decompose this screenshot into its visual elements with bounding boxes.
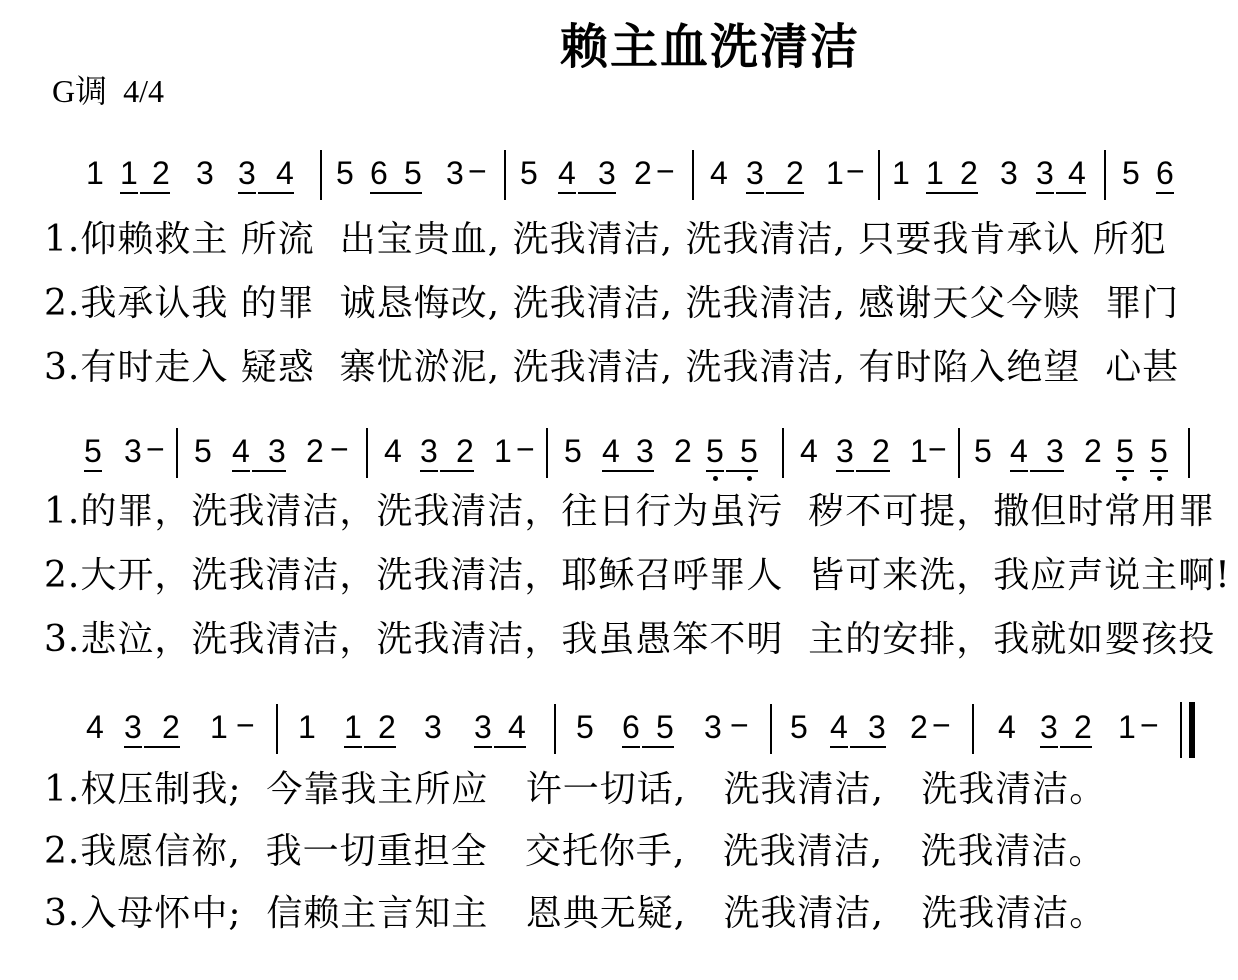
low-octave-dot	[747, 476, 752, 481]
barline	[176, 428, 178, 478]
note: 5	[576, 709, 594, 745]
note: 4	[710, 155, 728, 191]
note: 3	[578, 154, 616, 194]
notation-line-2	[0, 432, 1238, 484]
note: 2	[440, 432, 474, 472]
lyric-line-2-verse-2: 2.大开，洗我清洁，洗我清洁，耶稣召呼罪人 皆可来洗，我应声说主啊!	[44, 555, 1231, 596]
note: 3	[196, 155, 214, 191]
lyric-line-3-verse-2: 2.我愿信祢, 我一切重担全 交托你手, 洗我清洁, 洗我清洁。	[44, 831, 1106, 872]
dash: −	[928, 431, 947, 467]
note: 2	[1084, 433, 1102, 469]
note: 3	[836, 432, 854, 472]
note: 5	[564, 433, 582, 469]
barline	[554, 704, 556, 754]
barline	[366, 428, 368, 478]
barline	[276, 704, 278, 754]
note: 3	[446, 155, 464, 191]
notation-line-1	[0, 154, 1238, 206]
final-barline-thick	[1189, 702, 1195, 758]
note: 4	[602, 432, 620, 472]
note: 2	[766, 154, 804, 194]
note: 3	[746, 154, 764, 194]
note: 2	[364, 708, 396, 748]
low-octave-dot	[1157, 476, 1162, 481]
dash: −	[1140, 707, 1159, 743]
note: 5	[84, 432, 102, 472]
note: 3	[252, 432, 286, 472]
note: 5	[194, 433, 212, 469]
note: 3	[704, 709, 722, 745]
dash: −	[846, 153, 865, 189]
note: 4	[1056, 154, 1086, 194]
note: 4	[558, 154, 576, 194]
lyric-line-1-verse-2: 2.我承认我 的罪 诚恳悔改, 洗我清洁, 洗我清洁, 感谢天父今赎 罪门	[44, 283, 1180, 324]
note: 2	[910, 709, 928, 745]
note: 6	[1156, 154, 1174, 194]
low-octave-dot	[713, 476, 718, 481]
note: 6	[622, 708, 640, 748]
note: 2	[856, 432, 890, 472]
note: 5	[974, 433, 992, 469]
note: 2	[944, 154, 978, 194]
note: 3	[124, 433, 142, 469]
barline	[958, 428, 960, 478]
key-signature: G调 4/4	[52, 73, 165, 109]
barline	[546, 428, 548, 478]
dash: −	[468, 153, 487, 189]
note: 3	[1036, 154, 1054, 194]
note: 2	[634, 155, 652, 191]
note: 2	[144, 708, 180, 748]
barline	[782, 428, 784, 478]
note: 3	[1000, 155, 1018, 191]
barline	[1188, 428, 1190, 478]
note: 4	[494, 708, 526, 748]
dash: −	[516, 431, 535, 467]
lyric-line-3-verse-1: 1.权压制我; 今靠我主所应 许一切话, 洗我清洁, 洗我清洁。	[44, 769, 1107, 810]
barline	[320, 150, 322, 200]
lyric-line-2-verse-1: 1.的罪，洗我清洁，洗我清洁，往日行为虽污 秽不可提，撒但时常用罪	[44, 491, 1216, 532]
dash: −	[330, 431, 349, 467]
lyric-line-1-verse-3: 3.有时走入 疑惑 寨忧淤泥, 洗我清洁, 洗我清洁, 有时陷入绝望 心甚	[44, 347, 1180, 388]
note: 3	[1030, 432, 1064, 472]
barline	[972, 704, 974, 754]
note: 1	[892, 155, 910, 191]
note: 4	[830, 708, 848, 748]
barline	[504, 150, 506, 200]
barline	[878, 150, 880, 200]
note: 4	[800, 433, 818, 469]
dash: −	[656, 153, 675, 189]
note: 4	[384, 433, 402, 469]
note: 1	[344, 708, 362, 748]
note: 5	[1122, 155, 1140, 191]
note: 1	[1118, 709, 1136, 745]
barline	[770, 704, 772, 754]
note: 3	[424, 709, 442, 745]
note: 1	[210, 709, 228, 745]
note: 3	[124, 708, 142, 748]
lyric-line-2-verse-3: 3.悲泣，洗我清洁，洗我清洁，我虽愚笨不明 主的安排，我就如婴孩投	[44, 619, 1216, 660]
note: 3	[474, 708, 492, 748]
note: 5	[706, 432, 724, 472]
note: 2	[674, 433, 692, 469]
note: 1	[86, 155, 104, 191]
note: 4	[86, 709, 104, 745]
note: 3	[420, 432, 438, 472]
note: 2	[1060, 708, 1092, 748]
final-barline-thin	[1180, 702, 1182, 758]
lyric-line-3-verse-3: 3.入母怀中; 信赖主言知主 恩典无疑, 洗我清洁, 洗我清洁。	[44, 893, 1107, 934]
note: 2	[140, 154, 170, 194]
note: 4	[1010, 432, 1028, 472]
lyric-line-1-verse-1: 1.仰赖救主 所流 出宝贵血, 洗我清洁, 洗我清洁, 只要我肯承认 所犯	[44, 219, 1167, 260]
note: 5	[1116, 432, 1134, 472]
note: 3	[1040, 708, 1058, 748]
note: 5	[336, 155, 354, 191]
note: 1	[926, 154, 944, 194]
notation-line-3	[0, 708, 1238, 760]
note: 5	[790, 709, 808, 745]
song-title: 赖主血洗清洁	[559, 19, 860, 75]
note: 5	[388, 154, 422, 194]
note: 1	[298, 709, 316, 745]
barline	[692, 150, 694, 200]
note: 5	[726, 432, 758, 472]
note: 2	[306, 433, 324, 469]
note: 6	[370, 154, 388, 194]
note: 3	[620, 432, 654, 472]
note: 4	[998, 709, 1016, 745]
note: 3	[850, 708, 886, 748]
note: 4	[232, 432, 250, 472]
note: 5	[1150, 432, 1168, 472]
dash: −	[730, 707, 749, 743]
note: 5	[642, 708, 674, 748]
note: 5	[520, 155, 538, 191]
note: 1	[826, 155, 844, 191]
dash: −	[236, 707, 255, 743]
note: 3	[238, 154, 256, 194]
barline	[1104, 150, 1106, 200]
dash: −	[146, 431, 165, 467]
dash: −	[932, 707, 951, 743]
low-octave-dot	[1122, 476, 1127, 481]
note: 1	[494, 433, 512, 469]
note: 1	[910, 433, 928, 469]
note: 1	[120, 154, 138, 194]
note: 4	[258, 154, 294, 194]
